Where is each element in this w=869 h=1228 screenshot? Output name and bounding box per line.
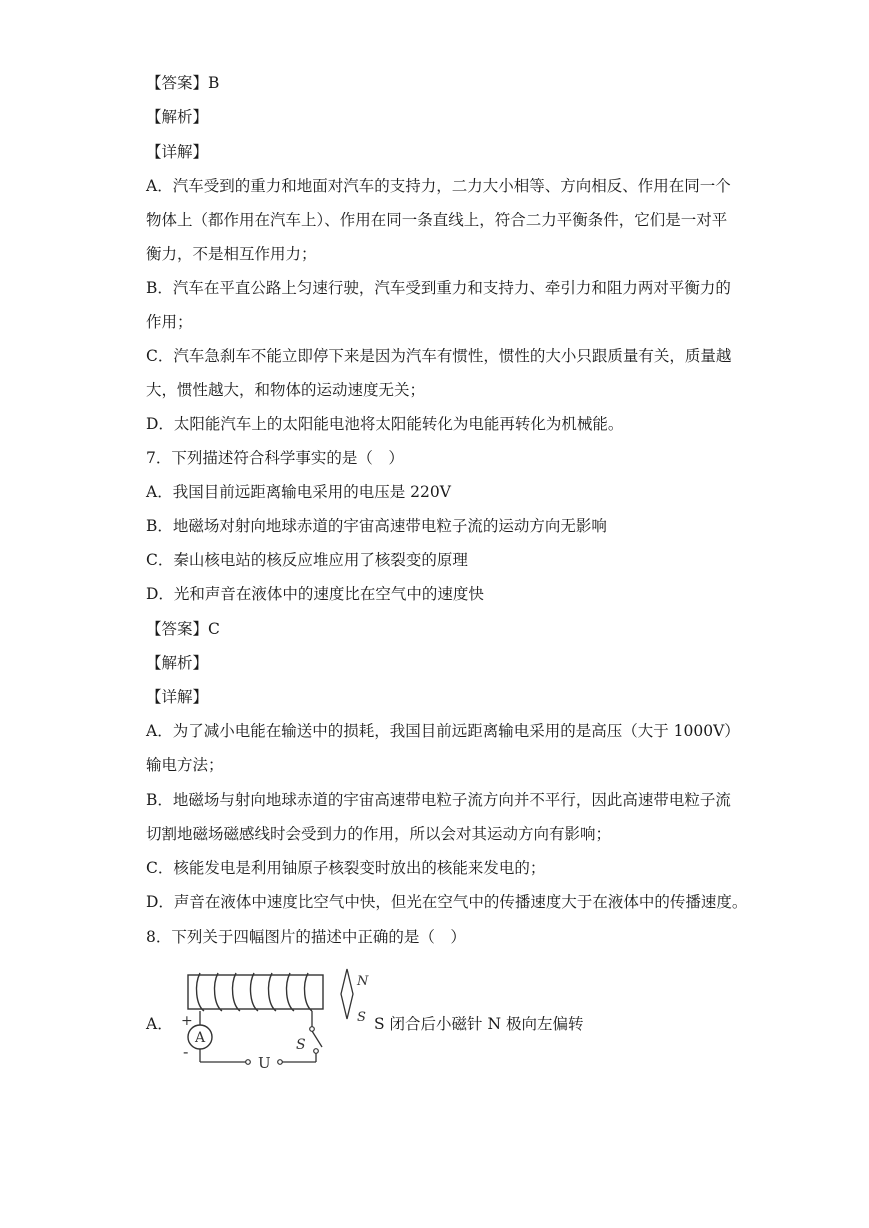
terminal-right xyxy=(278,1060,283,1065)
minus-sign: - xyxy=(183,1042,189,1061)
terminal-left xyxy=(246,1060,251,1065)
switch-contact-top xyxy=(310,1027,315,1032)
switch-label: S xyxy=(296,1037,306,1053)
q7-detail-line: 输电方法； xyxy=(146,756,224,774)
q7-answer: 【答案】C xyxy=(146,620,220,638)
q7-question: 7．下列描述符合科学事实的是（ ） xyxy=(146,449,404,467)
q8-option-a-figure xyxy=(146,965,606,1075)
q7-detail-line: C．核能发电是利用铀原子核裂变时放出的核能来发电的； xyxy=(146,859,546,877)
q8-question: 8．下列关于四幅图片的描述中正确的是（ ） xyxy=(146,928,466,946)
q6-detail-line: 物体上（都作用在汽车上）、作用在同一条直线上，符合二力平衡条件，它们是一对平 xyxy=(146,211,728,229)
electromagnet-circuit-diagram xyxy=(176,965,396,1075)
q6-detail-line: D．太阳能汽车上的太阳能电池将太阳能转化为电能再转化为机械能。 xyxy=(146,415,624,433)
q6-detail-line: B．汽车在平直公路上匀速行驶，汽车受到重力和支持力、牵引力和阻力两对平衡力的 xyxy=(146,279,731,297)
q7-detail-line: D．声音在液体中速度比空气中快，但光在空气中的传播速度大于在液体中的传播速度。 xyxy=(146,893,748,911)
voltage-label: U xyxy=(258,1054,271,1072)
q7-analysis-heading: 【解析】 xyxy=(146,654,209,672)
ammeter-label: A xyxy=(194,1030,206,1046)
q6-detail-line: 大，惯性越大，和物体的运动速度无关； xyxy=(146,381,426,399)
q6-detail-heading: 【详解】 xyxy=(146,143,209,161)
solenoid-coil xyxy=(197,973,312,1011)
q7-option-d: D．光和声音在液体中的速度比在空气中的速度快 xyxy=(146,585,484,603)
needle-s-label: S xyxy=(357,1010,366,1025)
q7-detail-line: B．地磁场与射向地球赤道的宇宙高速带电粒子流方向并不平行，因此高速带电粒子流 xyxy=(146,791,731,809)
compass-needle-icon xyxy=(341,969,353,1019)
q7-detail-line: 切割地磁场磁感线时会受到力的作用，所以会对其运动方向有影响； xyxy=(146,825,612,843)
q6-detail-line: A．汽车受到的重力和地面对汽车的支持力，二力大小相等、方向相反、作用在同一个 xyxy=(146,177,731,195)
q6-detail-line: 作用； xyxy=(146,313,193,331)
q6-analysis-heading: 【解析】 xyxy=(146,108,209,126)
q6-detail-line: C．汽车急刹车不能立即停下来是因为汽车有惯性，惯性的大小只跟质量有关，质量越 xyxy=(146,347,732,365)
q6-detail-line: 衡力，不是相互作用力； xyxy=(146,245,317,263)
q7-option-b: B．地磁场对射向地球赤道的宇宙高速带电粒子流的运动方向无影响 xyxy=(146,517,607,535)
q8-option-a-label: A． xyxy=(146,1015,173,1033)
q6-answer: 【答案】B xyxy=(146,74,220,92)
q7-option-a: A．我国目前远距离输电采用的电压是 220V xyxy=(146,483,451,501)
q7-detail-line: A．为了减小电能在输送中的损耗，我国目前远距离输电采用的是高压（大于 1000V） xyxy=(146,722,740,740)
switch-contact-bottom xyxy=(314,1049,319,1054)
solenoid-core xyxy=(188,975,323,1009)
plus-sign: + xyxy=(181,1013,193,1029)
needle-n-label: N xyxy=(357,974,369,989)
q7-option-c: C．秦山核电站的核反应堆应用了核裂变的原理 xyxy=(146,551,468,569)
q8-option-a-text: S 闭合后小磁针 N 极向左偏转 xyxy=(374,1015,584,1033)
q7-detail-heading: 【详解】 xyxy=(146,688,209,706)
